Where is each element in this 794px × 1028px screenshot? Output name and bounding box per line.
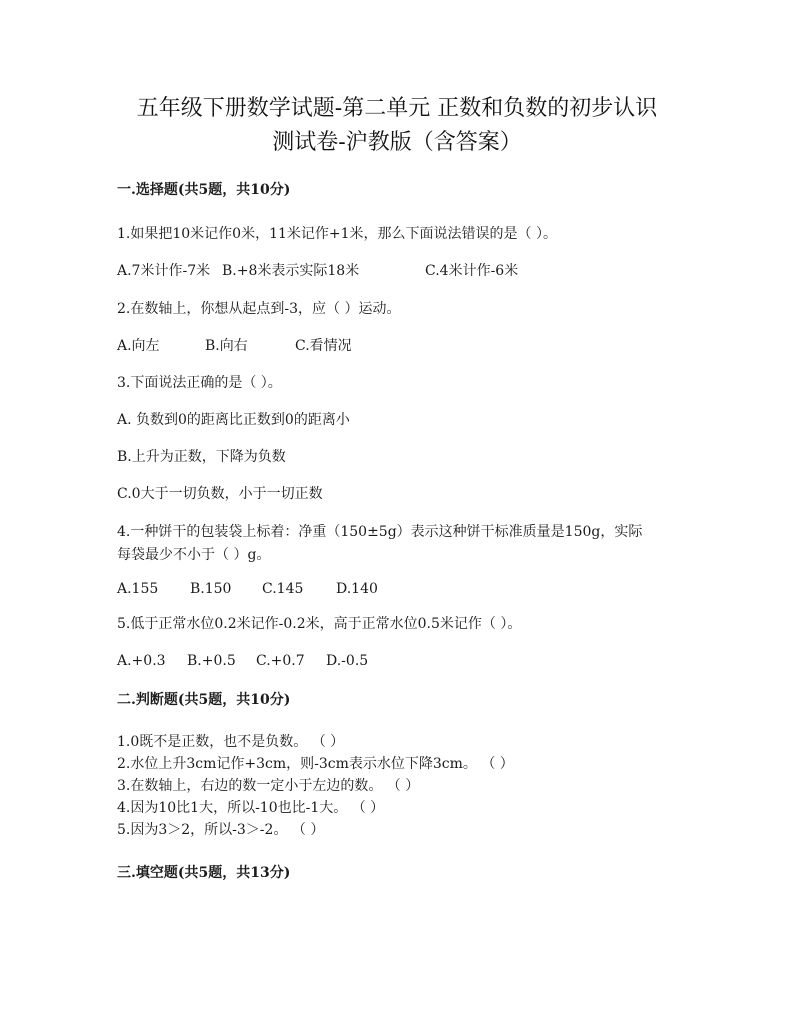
page-title-line-2: 测试卷-沪教版（含答案） [272,130,522,155]
question-1-stem: 1.如果把10米记作0米，11米记作+1米，那么下面说法错误的是（ ）。 [117,226,557,242]
question-2-option-b: B.向右 [205,338,248,354]
question-2-stem: 2.在数轴上，你想从起点到-3，应（ ）运动。 [117,301,401,317]
question-3-option-a: A. 负数到0的距离比正数到0的距离小 [117,412,350,428]
question-5-option-c: C.+0.7 [256,653,305,669]
judgment-item-5: 5.因为3＞2，所以-3＞-2。 （ ） [117,822,325,838]
question-5-option-a: A.+0.3 [117,653,166,669]
question-4-option-a: A.155 [117,581,159,597]
section-heading-fill-blank: 三.填空题(共5题，共13分) [117,865,291,881]
question-3-stem: 3.下面说法正确的是（ ）。 [117,375,282,391]
question-5-option-b: B.+0.5 [187,653,236,669]
judgment-item-4: 4.因为10比1大，所以-10也比-1大。 （ ） [117,800,385,816]
question-1-option-a: A.7米计作-7米 [117,263,211,279]
section-heading-true-false: 二.判断题(共5题，共10分) [117,692,291,708]
question-3-option-c: C.0大于一切负数，小于一切正数 [117,486,323,502]
question-4-option-d: D.140 [336,581,378,597]
question-4-stem-line-1: 4.一种饼干的包装袋上标着：净重（150±5g）表示这种饼干标准质量是150g，实际 [117,524,643,540]
section-heading-choice: 一.选择题(共5题，共10分) [117,182,291,198]
question-1-option-c: C.4米计作-6米 [425,263,519,279]
judgment-item-2: 2.水位上升3cm记作+3cm，则-3cm表示水位下降3cm。 （ ） [117,756,514,772]
question-2-option-c: C.看情况 [295,338,352,354]
page-title-line-1: 五年级下册数学试题-第二单元 正数和负数的初步认识 [136,96,658,121]
question-4-option-c: C.145 [262,581,304,597]
question-2-option-a: A.向左 [117,338,160,354]
question-3-option-b: B.上升为正数，下降为负数 [117,449,286,465]
question-5-option-d: D.-0.5 [326,653,369,669]
question-1-option-b: B.+8米表示实际18米 [222,263,360,279]
question-4-option-b: B.150 [190,581,232,597]
question-5-stem: 5.低于正常水位0.2米记作-0.2米，高于正常水位0.5米记作（ ）。 [117,616,522,632]
question-4-stem-line-2: 每袋最少不小于（ ）g。 [117,547,271,563]
judgment-item-3: 3.在数轴上，右边的数一定小于左边的数。 （ ） [117,778,420,794]
judgment-item-1: 1.0既不是正数，也不是负数。 （ ） [117,734,345,750]
